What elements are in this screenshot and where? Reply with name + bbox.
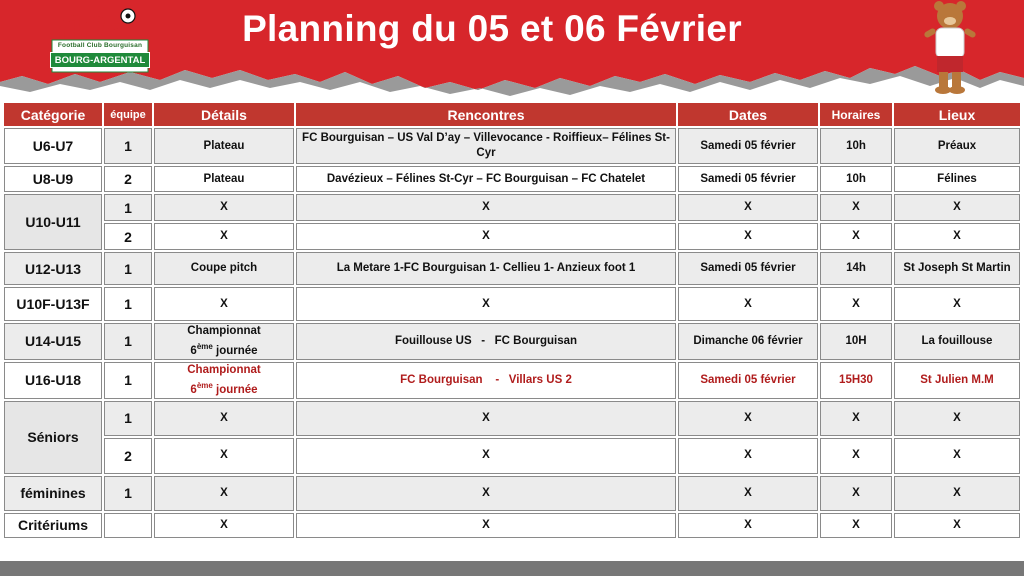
table-row [4, 362, 1020, 399]
matches-cell: X [296, 287, 676, 321]
venue-cell: St Joseph St Martin [894, 252, 1020, 285]
time-cell: 15H30 [820, 362, 892, 399]
table-row [4, 166, 1020, 192]
details-cell: Coupe pitch [154, 252, 294, 285]
venue-cell: Préaux [894, 128, 1020, 164]
venue-cell: X [894, 401, 1020, 436]
table-row [4, 513, 1020, 538]
category-cell: U12-U13 [4, 252, 102, 285]
time-cell: X [820, 194, 892, 221]
team-cell: 1 [104, 362, 152, 399]
date-cell: X [678, 287, 818, 321]
table-row [4, 252, 1020, 285]
details-cell: Plateau [154, 128, 294, 164]
table-row [4, 194, 1020, 221]
details-round-label: journée [212, 383, 258, 396]
date-cell: Dimanche 06 février [678, 323, 818, 360]
time-cell: X [820, 401, 892, 436]
mascot-image [920, 0, 980, 96]
details-cell: X [154, 438, 294, 474]
team-cell: 2 [104, 223, 152, 250]
matches-cell: FC Bourguisan - Villars US 2 [296, 362, 676, 399]
matches-cell: Fouillouse US - FC Bourguisan [296, 323, 676, 360]
details-competition: Championnat [187, 363, 261, 376]
details-competition: Championnat [187, 325, 261, 337]
matches-cell: Davézieux – Félines St-Cyr – FC Bourguisan – FC Chatelet [296, 166, 676, 192]
team-cell: 2 [104, 438, 152, 474]
logo-club-name: Football Club Bourguisan [57, 42, 143, 49]
category-cell: U16-U18 [4, 362, 102, 399]
col-header-dates: Dates [678, 103, 818, 126]
team-cell: 1 [104, 128, 152, 164]
venue-cell: Félines [894, 166, 1020, 192]
table-row [4, 323, 1020, 360]
time-cell: X [820, 287, 892, 321]
venue-cell: St Julien M.M [894, 362, 1020, 399]
details-cell [154, 362, 294, 399]
team-cell [104, 513, 152, 538]
date-cell: Samedi 05 février [678, 252, 818, 285]
logo-town-band: BOURG-ARGENTAL [50, 52, 150, 68]
venue-cell: X [894, 513, 1020, 538]
venue-cell: X [894, 223, 1020, 250]
schedule-table [2, 101, 1022, 540]
date-cell: X [678, 194, 818, 221]
date-cell: X [678, 476, 818, 511]
matches-cell: X [296, 438, 676, 474]
category-cell: Séniors [4, 401, 102, 474]
date-cell: Samedi 05 février [678, 166, 818, 192]
details-round-suffix: ème [196, 342, 213, 351]
table-row [4, 287, 1020, 321]
category-cell: Critériums [4, 513, 102, 538]
footer-bar [0, 561, 1024, 576]
details-cell: X [154, 476, 294, 511]
category-cell: U10-U11 [4, 194, 102, 250]
details-cell: X [154, 223, 294, 250]
time-cell: 14h [820, 252, 892, 285]
time-cell: 10h [820, 166, 892, 192]
col-header-equipe: équipe [104, 103, 152, 126]
matches-cell: X [296, 476, 676, 511]
col-header-details: Détails [154, 103, 294, 126]
page-title: Planning du 05 et 06 Février [242, 8, 742, 49]
details-cell: Plateau [154, 166, 294, 192]
date-cell: X [678, 438, 818, 474]
team-cell: 1 [104, 323, 152, 360]
category-cell: U14-U15 [4, 323, 102, 360]
venue-cell: X [894, 438, 1020, 474]
matches-cell: X [296, 194, 676, 221]
col-header-categorie: Catégorie [4, 103, 102, 126]
matches-cell: La Metare 1-FC Bourguisan 1- Cellieu 1- Anzieux foot 1 [296, 252, 676, 285]
table-row [4, 128, 1020, 164]
category-cell: U8-U9 [4, 166, 102, 192]
details-round-suffix: ème [196, 380, 213, 390]
team-cell: 1 [104, 401, 152, 436]
header-banner [0, 0, 1024, 100]
category-cell: U10F-U13F [4, 287, 102, 321]
date-cell: X [678, 401, 818, 436]
venue-cell: X [894, 287, 1020, 321]
matches-cell: FC Bourguisan – US Val D’ay – Villevocance - Roiffieux– Félines St-Cyr [296, 128, 676, 164]
date-cell: X [678, 513, 818, 538]
matches-cell: X [296, 223, 676, 250]
details-cell: X [154, 401, 294, 436]
table-row [4, 438, 1020, 474]
col-header-horaires: Horaires [820, 103, 892, 126]
table-row [4, 401, 1020, 436]
date-cell: Samedi 05 février [678, 362, 818, 399]
time-cell: 10h [820, 128, 892, 164]
date-cell: X [678, 223, 818, 250]
table-row [4, 476, 1020, 511]
details-round-number: 6 [190, 344, 197, 357]
details-cell [154, 323, 294, 360]
category-cell: U6-U7 [4, 128, 102, 164]
team-cell: 1 [104, 287, 152, 321]
venue-cell: X [894, 476, 1020, 511]
table-header-row [4, 103, 1020, 126]
details-round-number: 6 [190, 383, 197, 396]
venue-cell: La fouillouse [894, 323, 1020, 360]
details-cell: X [154, 194, 294, 221]
col-header-lieux: Lieux [894, 103, 1020, 126]
team-cell: 1 [104, 194, 152, 221]
time-cell: X [820, 438, 892, 474]
matches-cell: X [296, 513, 676, 538]
table-row [4, 223, 1020, 250]
team-cell: 1 [104, 252, 152, 285]
team-cell: 2 [104, 166, 152, 192]
team-cell: 1 [104, 476, 152, 511]
details-cell: X [154, 513, 294, 538]
details-round-label: journée [212, 344, 258, 357]
category-cell: féminines [4, 476, 102, 511]
details-cell: X [154, 287, 294, 321]
time-cell: 10H [820, 323, 892, 360]
time-cell: X [820, 513, 892, 538]
col-header-rencontres: Rencontres [296, 103, 676, 126]
venue-cell: X [894, 194, 1020, 221]
date-cell: Samedi 05 février [678, 128, 818, 164]
time-cell: X [820, 223, 892, 250]
matches-cell: X [296, 401, 676, 436]
time-cell: X [820, 476, 892, 511]
